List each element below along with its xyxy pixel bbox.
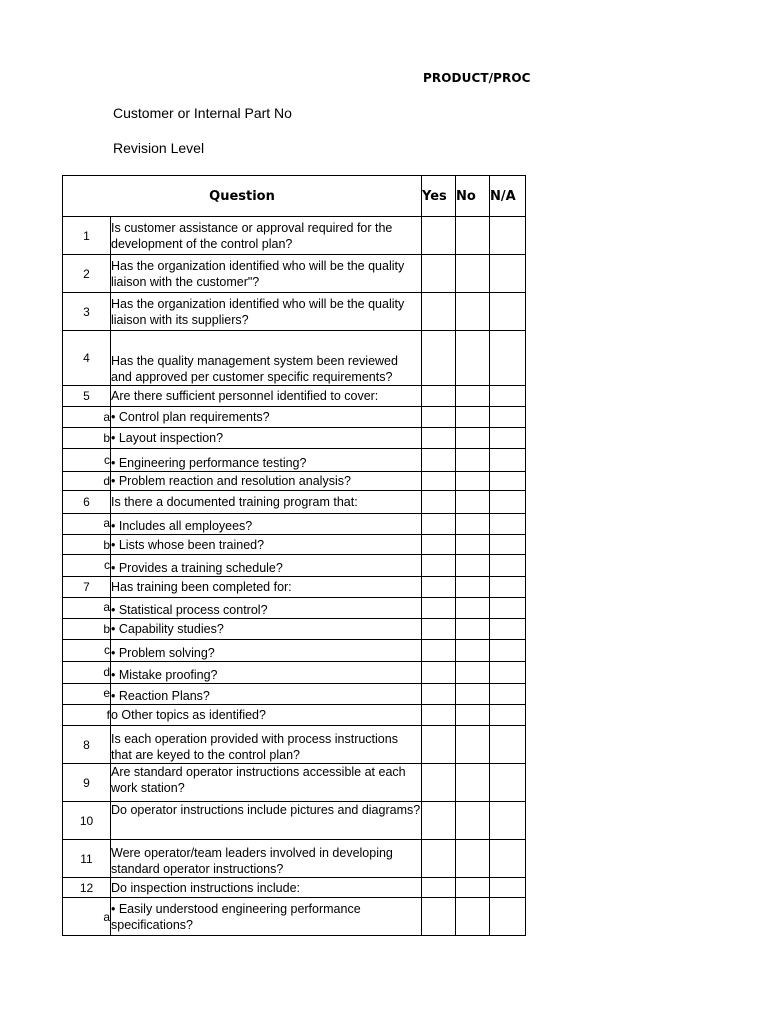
table-row xyxy=(63,726,526,764)
question-text: Do inspection instructions include: xyxy=(111,878,422,898)
no-cell[interactable] xyxy=(456,255,490,293)
yes-cell[interactable] xyxy=(422,764,456,802)
yes-cell[interactable] xyxy=(422,449,456,472)
yes-cell[interactable] xyxy=(422,619,456,640)
question-text: Are there sufficient personnel identified to cover: xyxy=(111,386,422,407)
table-row xyxy=(63,491,526,514)
yes-cell[interactable] xyxy=(422,331,456,386)
question-text: • Capability studies? xyxy=(111,619,422,640)
row-letter: b xyxy=(63,535,111,555)
na-cell[interactable] xyxy=(490,535,526,555)
question-text: Has the quality management system been reviewed and approved per customer specific requirements? xyxy=(111,331,422,386)
table-row xyxy=(63,255,526,293)
no-cell[interactable] xyxy=(456,684,490,705)
yes-cell[interactable] xyxy=(422,662,456,684)
na-cell[interactable] xyxy=(490,472,526,491)
row-letter: e xyxy=(63,684,111,705)
yes-cell[interactable] xyxy=(422,514,456,535)
row-letter: b xyxy=(63,619,111,640)
question-text: Do operator instructions include pictures and diagrams? xyxy=(111,802,422,840)
table-row xyxy=(63,898,526,936)
row-number: 8 xyxy=(63,726,111,764)
na-cell[interactable] xyxy=(490,491,526,514)
yes-cell[interactable] xyxy=(422,217,456,255)
no-cell[interactable] xyxy=(456,726,490,764)
table-row xyxy=(63,535,526,555)
question-text: • Statistical process control? xyxy=(111,598,422,619)
row-number: 4 xyxy=(63,331,111,386)
yes-cell[interactable] xyxy=(422,407,456,428)
row-number: 6 xyxy=(63,491,111,514)
question-text: Has training been completed for: xyxy=(111,577,422,598)
table-row xyxy=(63,802,526,840)
row-letter: c xyxy=(63,449,111,472)
question-text: • Control plan requirements? xyxy=(111,407,422,428)
question-text: Is each operation provided with process instructions that are keyed to the control plan? xyxy=(111,726,422,764)
no-cell[interactable] xyxy=(456,705,490,726)
na-cell[interactable] xyxy=(490,407,526,428)
row-letter: c xyxy=(63,555,111,577)
no-cell[interactable] xyxy=(456,407,490,428)
na-cell[interactable] xyxy=(490,764,526,802)
question-text: • Provides a training schedule? xyxy=(111,555,422,577)
row-number: 7 xyxy=(63,577,111,598)
no-cell[interactable] xyxy=(456,535,490,555)
na-cell[interactable] xyxy=(490,878,526,898)
question-text: • Engineering performance testing? xyxy=(111,449,422,472)
na-cell[interactable] xyxy=(490,802,526,840)
table-row xyxy=(63,555,526,577)
no-cell[interactable] xyxy=(456,577,490,598)
na-cell[interactable] xyxy=(490,898,526,936)
no-cell[interactable] xyxy=(456,217,490,255)
na-cell[interactable] xyxy=(490,293,526,331)
row-letter: d xyxy=(63,662,111,684)
table-row xyxy=(63,449,526,472)
yes-cell[interactable] xyxy=(422,898,456,936)
na-cell[interactable] xyxy=(490,705,526,726)
table-row xyxy=(63,640,526,662)
document-title: PRODUCT/PROC xyxy=(423,71,531,85)
na-cell[interactable] xyxy=(490,684,526,705)
no-cell[interactable] xyxy=(456,331,490,386)
yes-cell[interactable] xyxy=(422,640,456,662)
yes-column-header: Yes xyxy=(422,176,456,217)
row-number: 9 xyxy=(63,764,111,802)
table-row xyxy=(63,705,526,726)
na-cell[interactable] xyxy=(490,619,526,640)
no-cell[interactable] xyxy=(456,555,490,577)
table-row xyxy=(63,684,526,705)
no-cell[interactable] xyxy=(456,293,490,331)
row-number: 1 xyxy=(63,217,111,255)
yes-cell[interactable] xyxy=(422,878,456,898)
no-cell[interactable] xyxy=(456,491,490,514)
table-row xyxy=(63,331,526,386)
table-row xyxy=(63,407,526,428)
row-letter: a xyxy=(63,407,111,428)
row-letter: a xyxy=(63,898,111,936)
na-cell[interactable] xyxy=(490,840,526,878)
yes-cell[interactable] xyxy=(422,555,456,577)
table-row xyxy=(63,840,526,878)
na-cell[interactable] xyxy=(490,331,526,386)
question-text: • Includes all employees? xyxy=(111,514,422,535)
no-cell[interactable] xyxy=(456,449,490,472)
no-cell[interactable] xyxy=(456,898,490,936)
na-cell[interactable] xyxy=(490,726,526,764)
no-cell[interactable] xyxy=(456,514,490,535)
yes-cell[interactable] xyxy=(422,802,456,840)
yes-cell[interactable] xyxy=(422,293,456,331)
row-letter: b xyxy=(63,428,111,449)
yes-cell[interactable] xyxy=(422,472,456,491)
checklist-table xyxy=(62,175,526,936)
row-number: 2 xyxy=(63,255,111,293)
yes-cell[interactable] xyxy=(422,428,456,449)
yes-cell[interactable] xyxy=(422,705,456,726)
yes-cell[interactable] xyxy=(422,726,456,764)
table-row xyxy=(63,764,526,802)
na-cell[interactable] xyxy=(490,428,526,449)
question-text: • Mistake proofing? xyxy=(111,662,422,684)
na-column-header: N/A xyxy=(490,176,526,217)
question-text: Is there a documented training program that: xyxy=(111,491,422,514)
yes-cell[interactable] xyxy=(422,684,456,705)
part-number-label: Customer or Internal Part No xyxy=(113,105,292,121)
na-cell[interactable] xyxy=(490,449,526,472)
revision-level-label: Revision Level xyxy=(113,140,205,156)
question-text: Were operator/team leaders involved in developing standard operator instructions? xyxy=(111,840,422,878)
row-number: 11 xyxy=(63,840,111,878)
row-number: 3 xyxy=(63,293,111,331)
question-text: Is customer assistance or approval required for the development of the control plan? xyxy=(111,217,422,255)
question-column-header: Question xyxy=(63,176,422,217)
table-row xyxy=(63,878,526,898)
row-number: 12 xyxy=(63,878,111,898)
yes-cell[interactable] xyxy=(422,386,456,407)
no-cell[interactable] xyxy=(456,640,490,662)
no-cell[interactable] xyxy=(456,619,490,640)
na-cell[interactable] xyxy=(490,255,526,293)
no-cell[interactable] xyxy=(456,764,490,802)
question-text: • Problem solving? xyxy=(111,640,422,662)
row-number: 10 xyxy=(63,802,111,840)
question-text: Has the organization identified who will be the quality liaison with the customer"? xyxy=(111,255,422,293)
yes-cell[interactable] xyxy=(422,255,456,293)
na-cell[interactable] xyxy=(490,514,526,535)
question-text: Are standard operator instructions accessible at each work station? xyxy=(111,764,422,802)
no-column-header: No xyxy=(456,176,490,217)
no-cell[interactable] xyxy=(456,840,490,878)
table-row xyxy=(63,472,526,491)
table-header-row xyxy=(63,176,526,217)
question-text: • Easily understood engineering performance specifications? xyxy=(111,898,422,936)
question-text: o Other topics as identified? xyxy=(111,705,422,726)
row-letter: f xyxy=(63,705,111,726)
na-cell[interactable] xyxy=(490,386,526,407)
na-cell[interactable] xyxy=(490,217,526,255)
row-letter: d xyxy=(63,472,111,491)
question-text: • Reaction Plans? xyxy=(111,684,422,705)
question-text: Has the organization identified who will be the quality liaison with its suppliers? xyxy=(111,293,422,331)
row-number: 5 xyxy=(63,386,111,407)
row-letter: a xyxy=(63,598,111,619)
table-row xyxy=(63,514,526,535)
table-row xyxy=(63,428,526,449)
no-cell[interactable] xyxy=(456,662,490,684)
question-text: • Layout inspection? xyxy=(111,428,422,449)
table-row xyxy=(63,217,526,255)
na-cell[interactable] xyxy=(490,555,526,577)
no-cell[interactable] xyxy=(456,472,490,491)
table-row xyxy=(63,293,526,331)
yes-cell[interactable] xyxy=(422,577,456,598)
yes-cell[interactable] xyxy=(422,535,456,555)
no-cell[interactable] xyxy=(456,428,490,449)
table-row xyxy=(63,662,526,684)
yes-cell[interactable] xyxy=(422,598,456,619)
row-letter: a xyxy=(63,514,111,535)
yes-cell[interactable] xyxy=(422,491,456,514)
question-text: • Problem reaction and resolution analysis? xyxy=(111,472,422,491)
na-cell[interactable] xyxy=(490,598,526,619)
table-row xyxy=(63,619,526,640)
na-cell[interactable] xyxy=(490,640,526,662)
no-cell[interactable] xyxy=(456,802,490,840)
table-row xyxy=(63,598,526,619)
row-letter: c xyxy=(63,640,111,662)
no-cell[interactable] xyxy=(456,598,490,619)
yes-cell[interactable] xyxy=(422,840,456,878)
table-row xyxy=(63,577,526,598)
no-cell[interactable] xyxy=(456,878,490,898)
table-row xyxy=(63,386,526,407)
na-cell[interactable] xyxy=(490,577,526,598)
no-cell[interactable] xyxy=(456,386,490,407)
question-text: • Lists whose been trained? xyxy=(111,535,422,555)
na-cell[interactable] xyxy=(490,662,526,684)
